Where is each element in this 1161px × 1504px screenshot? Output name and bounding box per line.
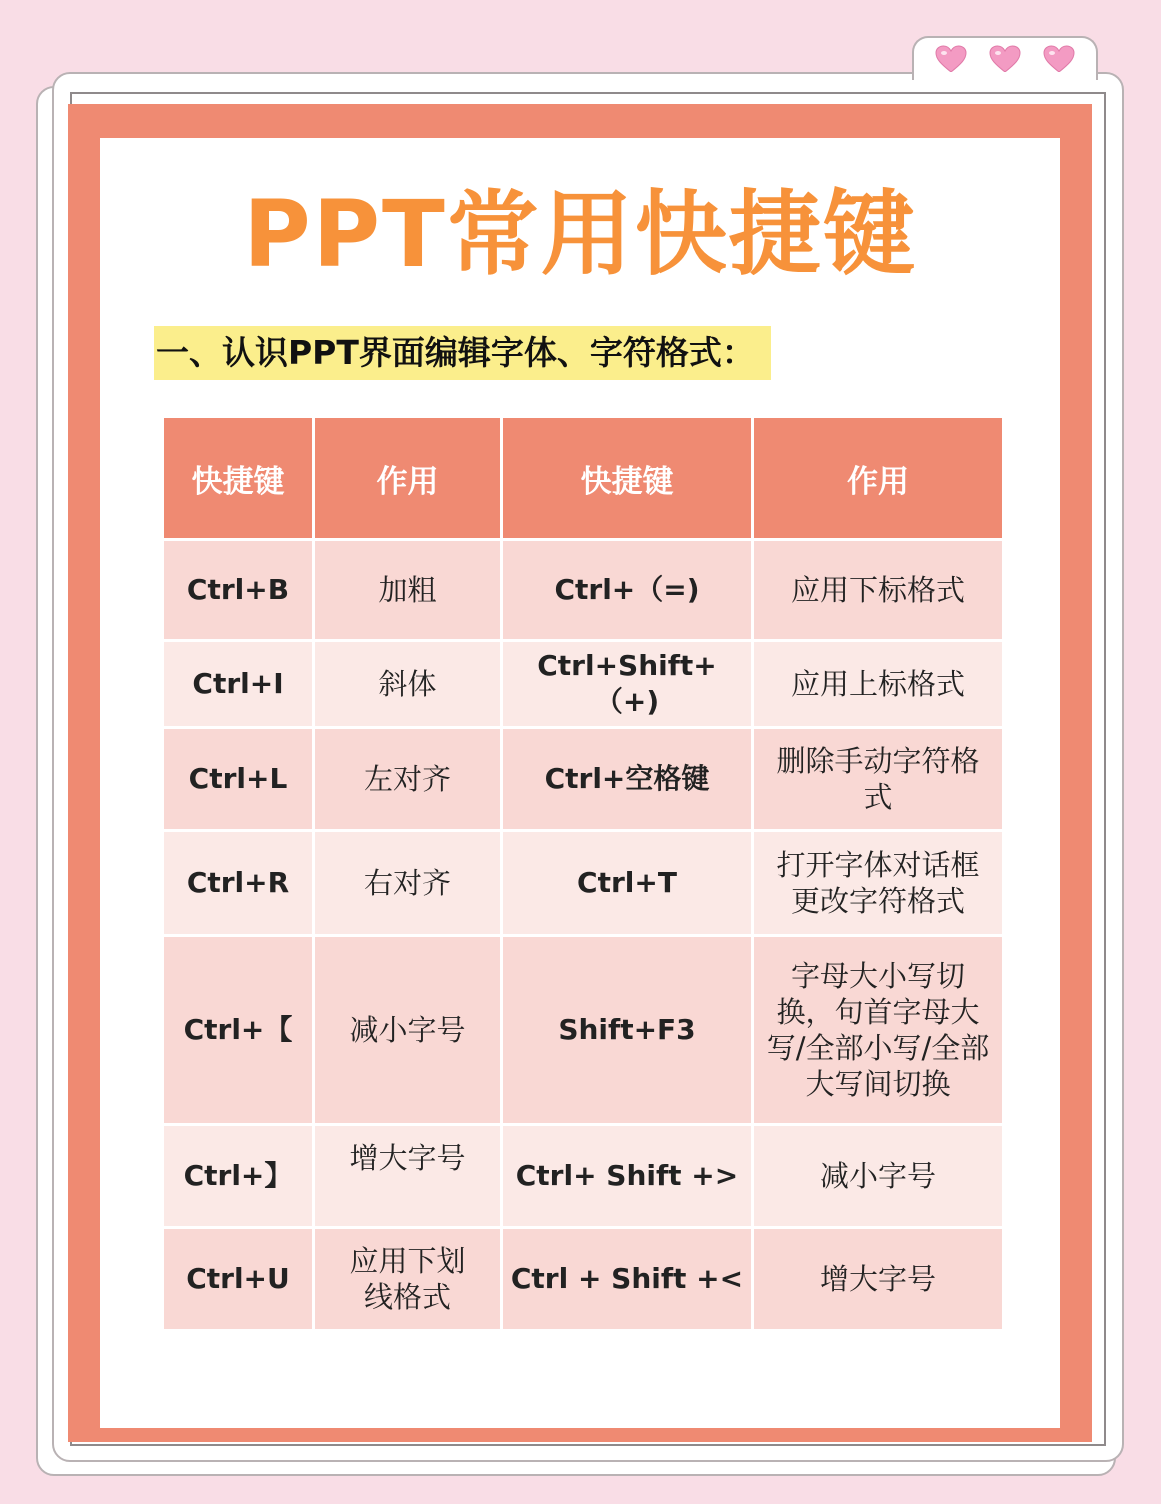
table-row <box>164 1229 1002 1329</box>
shortcut-cell: Ctrl+B <box>164 541 312 639</box>
shortcut-cell: Ctrl+I <box>164 642 312 726</box>
shortcut-cell: Ctrl+R <box>164 832 312 934</box>
shortcut-cell: Ctrl+U <box>164 1229 312 1329</box>
header-shortcut: 快捷键 <box>164 418 312 538</box>
header-function: 作用 <box>315 418 500 538</box>
table-row <box>164 642 1002 726</box>
function-cell: 斜体 <box>315 642 500 726</box>
function-cell: 应用下划线格式 <box>315 1229 500 1329</box>
table-row <box>164 937 1002 1123</box>
section-heading: 一、认识PPT界面编辑字体、字符格式： <box>154 326 771 380</box>
tab-joint <box>914 72 1096 78</box>
function-cell: 应用下标格式 <box>754 541 1002 639</box>
function-cell: 打开字体对话框更改字符格式 <box>754 832 1002 934</box>
function-cell: 字母大小写切换，句首字母大写/全部小写/全部大写间切换 <box>754 937 1002 1123</box>
function-cell: 应用上标格式 <box>754 642 1002 726</box>
shortcut-cell: Ctrl+空格键 <box>503 729 751 829</box>
shortcut-cell: Ctrl+【 <box>164 937 312 1123</box>
shortcut-cell: Shift+F3 <box>503 937 751 1123</box>
shortcut-cell: Ctrl+（=) <box>503 541 751 639</box>
table-header-row <box>164 418 1002 538</box>
function-cell: 增大字号 <box>754 1229 1002 1329</box>
shortcut-cell: Ctrl + Shift +< <box>503 1229 751 1329</box>
shortcut-table <box>161 415 1005 1332</box>
heart-icon <box>935 45 967 73</box>
table-row <box>164 832 1002 934</box>
function-cell: 左对齐 <box>315 729 500 829</box>
shortcut-cell: Ctrl+ Shift +> <box>503 1126 751 1226</box>
header-function: 作用 <box>754 418 1002 538</box>
heart-icon <box>1043 45 1075 73</box>
function-cell: 增大字号 <box>315 1126 500 1226</box>
function-cell: 删除手动字符格式 <box>754 729 1002 829</box>
header-shortcut: 快捷键 <box>503 418 751 538</box>
function-cell: 减小字号 <box>754 1126 1002 1226</box>
table-row <box>164 729 1002 829</box>
shortcut-cell: Ctrl+L <box>164 729 312 829</box>
shortcut-cell: Ctrl+Shift+（+) <box>503 642 751 726</box>
function-cell: 右对齐 <box>315 832 500 934</box>
function-cell: 加粗 <box>315 541 500 639</box>
shortcut-cell: Ctrl+T <box>503 832 751 934</box>
table-row <box>164 541 1002 639</box>
table-row <box>164 1126 1002 1226</box>
function-cell: 减小字号 <box>315 937 500 1123</box>
heart-icon <box>989 45 1021 73</box>
page-title: PPT常用快捷键 <box>243 181 917 288</box>
shortcut-cell: Ctrl+】 <box>164 1126 312 1226</box>
